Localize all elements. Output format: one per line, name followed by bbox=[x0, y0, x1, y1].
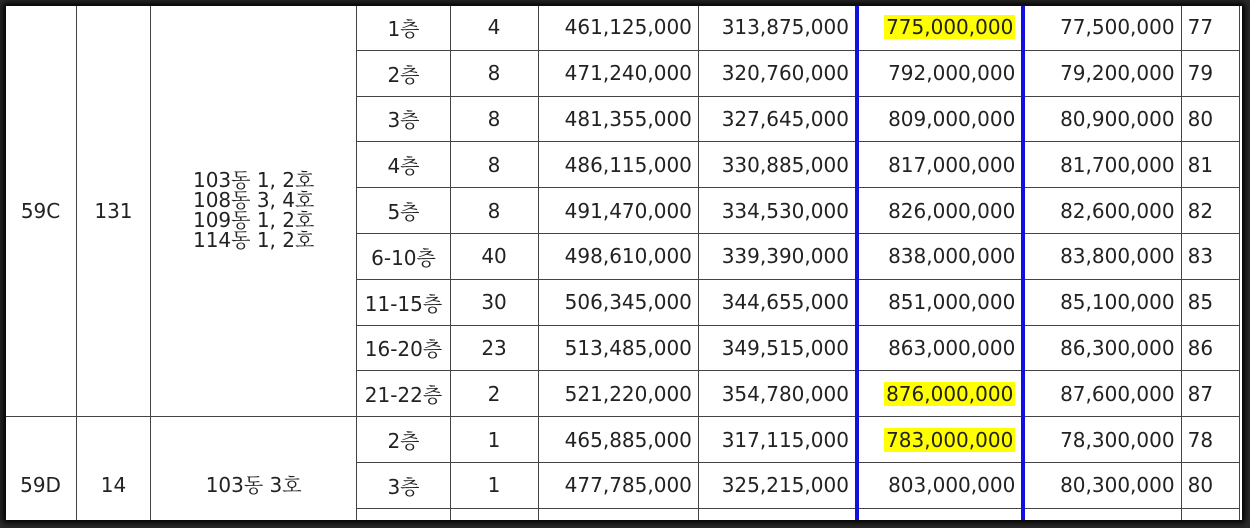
land-price-cell: 461,125,000 bbox=[538, 6, 698, 50]
floor-cell: 3층 bbox=[357, 462, 450, 508]
deposit-cell: 87,600,000 bbox=[1023, 371, 1181, 417]
total-price: 817,000,000 bbox=[888, 152, 1016, 177]
building-price-cell: 354,780,000 bbox=[698, 371, 857, 417]
building-price-cell: 313,875,000 bbox=[698, 6, 857, 50]
next-column-cell: 82 bbox=[1181, 188, 1239, 234]
floor-cell: 2층 bbox=[357, 50, 450, 96]
total-price-cell bbox=[857, 233, 1023, 279]
total-price: 803,000,000 bbox=[888, 473, 1016, 498]
total-price-cell bbox=[857, 188, 1023, 234]
total-price: 792,000,000 bbox=[888, 61, 1016, 86]
price-table-frame bbox=[6, 6, 1242, 520]
land-price-cell: 477,785,000 bbox=[538, 462, 698, 508]
building-price-cell: 349,515,000 bbox=[698, 325, 857, 371]
next-column-cell: 79 bbox=[1181, 50, 1239, 96]
total-price-cell bbox=[857, 371, 1023, 417]
next-column-cell: 78 bbox=[1181, 417, 1239, 463]
dong-ho-list bbox=[205, 473, 302, 498]
unit-type-cell: 59C bbox=[6, 6, 77, 417]
deposit-cell: 83,800,000 bbox=[1023, 233, 1181, 279]
building-price-cell: 330,885,000 bbox=[698, 142, 857, 188]
household-count-cell: 1 bbox=[450, 462, 538, 508]
floor-cell: 21-22층 bbox=[357, 371, 450, 417]
deposit-cell: 80,900,000 bbox=[1023, 96, 1181, 142]
unit-count-cell: 131 bbox=[77, 6, 151, 417]
deposit-cell: 81,700,000 bbox=[1023, 142, 1181, 188]
deposit-cell: 79,200,000 bbox=[1023, 50, 1181, 96]
floor-cell: 11-15층 bbox=[357, 279, 450, 325]
deposit-cell bbox=[1023, 508, 1181, 520]
dong-ho-line: 109동 1, 2호 bbox=[192, 207, 315, 232]
deposit-cell: 77,500,000 bbox=[1023, 6, 1181, 50]
floor-cell: 16-20층 bbox=[357, 325, 450, 371]
next-column-cell: 86 bbox=[1181, 325, 1239, 371]
dong-ho-line: 108동 3, 4호 bbox=[192, 187, 315, 212]
land-price-cell bbox=[538, 508, 698, 520]
highlighted-total-price: 775,000,000 bbox=[886, 15, 1014, 40]
table-row bbox=[6, 417, 1240, 463]
household-count-cell: 2 bbox=[450, 371, 538, 417]
total-price: 838,000,000 bbox=[888, 244, 1016, 269]
building-price-cell: 334,530,000 bbox=[698, 188, 857, 234]
next-column-cell bbox=[1181, 508, 1239, 520]
total-price-cell bbox=[857, 6, 1023, 50]
total-price-cell bbox=[857, 417, 1023, 463]
next-column-cell: 87 bbox=[1181, 371, 1239, 417]
land-price-cell: 513,485,000 bbox=[538, 325, 698, 371]
total-price-cell bbox=[857, 96, 1023, 142]
deposit-cell: 86,300,000 bbox=[1023, 325, 1181, 371]
floor-cell: 6-10층 bbox=[357, 233, 450, 279]
next-column-cell: 77 bbox=[1181, 6, 1239, 50]
land-price-cell: 521,220,000 bbox=[538, 371, 698, 417]
land-price-cell: 486,115,000 bbox=[538, 142, 698, 188]
land-price-cell: 491,470,000 bbox=[538, 188, 698, 234]
unit-count-cell: 14 bbox=[77, 417, 151, 520]
land-price-cell: 506,345,000 bbox=[538, 279, 698, 325]
household-count-cell: 8 bbox=[450, 142, 538, 188]
total-price: 826,000,000 bbox=[888, 198, 1016, 223]
household-count-cell: 4 bbox=[450, 6, 538, 50]
total-price: 863,000,000 bbox=[888, 335, 1016, 360]
household-count-cell: 40 bbox=[450, 233, 538, 279]
deposit-cell: 85,100,000 bbox=[1023, 279, 1181, 325]
building-price-cell: 325,215,000 bbox=[698, 462, 857, 508]
household-count-cell bbox=[450, 508, 538, 520]
highlighted-total-price: 876,000,000 bbox=[886, 381, 1014, 406]
household-count-cell: 8 bbox=[450, 188, 538, 234]
price-table bbox=[6, 6, 1240, 520]
household-count-cell: 8 bbox=[450, 96, 538, 142]
floor-cell bbox=[357, 508, 450, 520]
floor-cell: 1층 bbox=[357, 6, 450, 50]
floor-cell: 2층 bbox=[357, 417, 450, 463]
land-price-cell: 498,610,000 bbox=[538, 233, 698, 279]
building-price-cell: 339,390,000 bbox=[698, 233, 857, 279]
household-count-cell: 8 bbox=[450, 50, 538, 96]
household-count-cell: 23 bbox=[450, 325, 538, 371]
total-price: 851,000,000 bbox=[888, 290, 1016, 315]
dong-ho-line: 103동 3호 bbox=[205, 473, 302, 498]
total-price-cell bbox=[857, 462, 1023, 508]
total-price: 809,000,000 bbox=[888, 106, 1016, 131]
building-price-cell: 327,645,000 bbox=[698, 96, 857, 142]
table-row bbox=[6, 6, 1240, 50]
total-price-cell bbox=[857, 142, 1023, 188]
floor-cell: 5층 bbox=[357, 188, 450, 234]
next-column-cell: 85 bbox=[1181, 279, 1239, 325]
total-price-cell bbox=[857, 50, 1023, 96]
floor-cell: 4층 bbox=[357, 142, 450, 188]
next-column-cell: 80 bbox=[1181, 462, 1239, 508]
next-column-cell: 83 bbox=[1181, 233, 1239, 279]
household-count-cell: 1 bbox=[450, 417, 538, 463]
building-price-cell: 344,655,000 bbox=[698, 279, 857, 325]
dong-ho-cell bbox=[150, 417, 357, 520]
total-price-cell bbox=[857, 508, 1023, 520]
dong-ho-line: 103동 1, 2호 bbox=[192, 167, 315, 192]
total-price-cell bbox=[857, 279, 1023, 325]
building-price-cell: 320,760,000 bbox=[698, 50, 857, 96]
next-column-cell: 81 bbox=[1181, 142, 1239, 188]
total-price-cell bbox=[857, 325, 1023, 371]
dong-ho-list bbox=[192, 167, 315, 252]
deposit-cell: 78,300,000 bbox=[1023, 417, 1181, 463]
price-table-body bbox=[6, 6, 1240, 520]
deposit-cell: 80,300,000 bbox=[1023, 462, 1181, 508]
dong-ho-cell bbox=[150, 6, 357, 417]
land-price-cell: 465,885,000 bbox=[538, 417, 698, 463]
dong-ho-line: 114동 1, 2호 bbox=[192, 227, 315, 252]
building-price-cell bbox=[698, 508, 857, 520]
deposit-cell: 82,600,000 bbox=[1023, 188, 1181, 234]
building-price-cell: 317,115,000 bbox=[698, 417, 857, 463]
next-column-cell: 80 bbox=[1181, 96, 1239, 142]
floor-cell: 3층 bbox=[357, 96, 450, 142]
land-price-cell: 471,240,000 bbox=[538, 50, 698, 96]
household-count-cell: 30 bbox=[450, 279, 538, 325]
unit-type-cell: 59D bbox=[6, 417, 77, 520]
highlighted-total-price: 783,000,000 bbox=[886, 427, 1014, 452]
land-price-cell: 481,355,000 bbox=[538, 96, 698, 142]
